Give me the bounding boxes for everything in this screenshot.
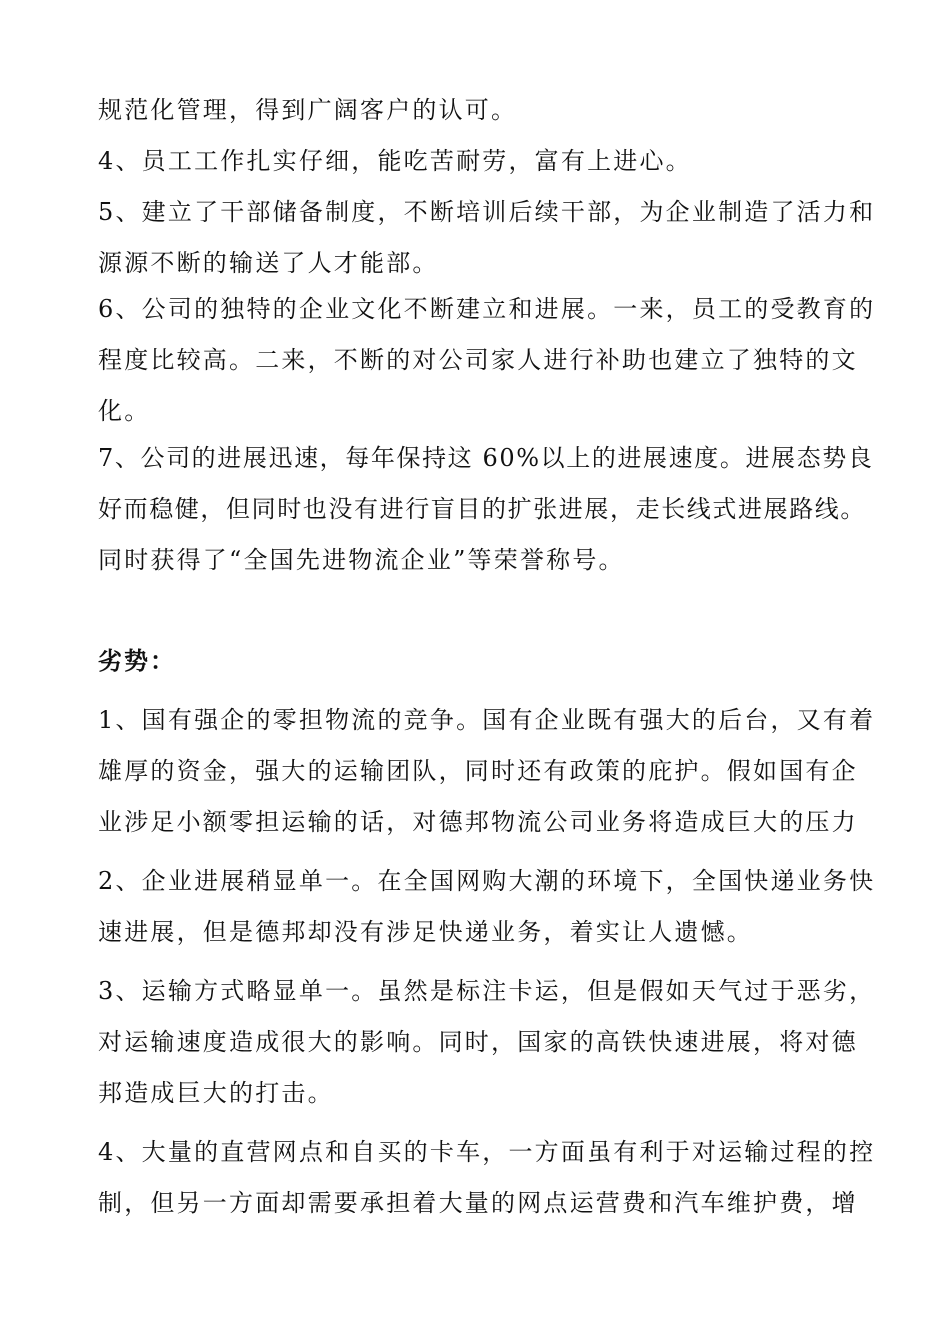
paragraph-line: 源源不断的输送了人才能部。 [98,249,439,277]
paragraph-line: 化。 [98,397,151,425]
paragraph-line: 程度比较高。二来，不断的对公司家人进行补助也建立了独特的文 [98,346,858,374]
paragraph-line: 规范化管理，得到广阔客户的认可。 [98,96,518,124]
paragraph-line: 业涉足小额零担运输的话，对德邦物流公司业务将造成巨大的压力 [98,808,858,836]
paragraph-line: 同时获得了“全国先进物流企业”等荣誉称号。 [98,546,625,574]
paragraph-line: 速进展，但是德邦却没有涉足快递业务，着实让人遗憾。 [98,918,753,946]
paragraph-line: 1、国有强企的零担物流的竞争。国有企业既有强大的后台，又有着 [98,706,876,734]
paragraph-line: 好而稳健，但同时也没有进行盲目的扩张进展，走长线式进展路线。 [98,495,866,523]
paragraph-line: 邦造成巨大的打击。 [98,1079,334,1107]
paragraph-line: 制，但另一方面却需要承担着大量的网点运营费和汽车维护费，增 [98,1189,858,1217]
paragraph-line: 7、公司的进展迅速，每年保持这 60%以上的进展速度。进展态势良 [98,444,874,472]
paragraph-line: 3、运输方式略显单一。虽然是标注卡运，但是假如天气过于恶劣， [98,977,876,1005]
paragraph-line: 6、公司的独特的企业文化不断建立和进展。一来，员工的受教育的 [98,295,876,323]
paragraph-line: 5、建立了干部储备制度，不断培训后续干部，为企业制造了活力和 [98,198,876,226]
paragraph-line: 雄厚的资金，强大的运输团队，同时还有政策的庇护。假如国有企 [98,757,858,785]
paragraph-line: 对运输速度造成很大的影响。同时，国家的高铁快速进展，将对德 [98,1028,858,1056]
paragraph-line: 4、员工工作扎实仔细，能吃苦耐劳，富有上进心。 [98,147,692,175]
paragraph-line: 4、大量的直营网点和自买的卡车，一方面虽有利于对运输过程的控 [98,1138,876,1166]
section-heading-weaknesses: 劣势： [98,646,176,675]
paragraph-line: 2、企业进展稍显单一。在全国网购大潮的环境下，全国快递业务快 [98,867,876,895]
